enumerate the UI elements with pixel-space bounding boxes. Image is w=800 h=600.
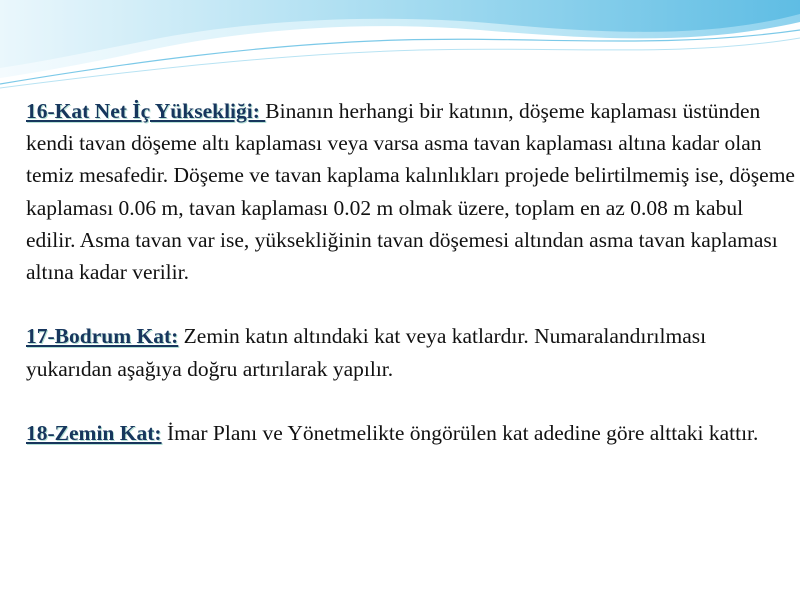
definition-text: Binanın herhangi bir katının, döşeme kaplaması üstünden kendi tavan döşeme altı kaplaması veya varsa asma tavan kaplaması altına kadar olan temiz mesafedir. Döşeme ve tavan kaplama kalınlıkları projede belirtilmemiş ise, döşeme kaplaması 0.06 m, tavan kaplaması 0.02 m olmak üzere, toplam en az 0.08 m kabul edilir. Asma tavan var ise, yüksekliğinin tavan döşemesi altından asma tavan kaplaması altına kadar verilir. xyxy=(26,99,795,285)
spacer xyxy=(26,288,796,320)
definition-text: İmar Planı ve Yönetmelikte öngörülen kat adedine göre alttaki kattır. xyxy=(161,421,759,445)
term-kat-net-ic-yuksekligi: 16-Kat Net İç Yüksekliği: xyxy=(26,99,266,123)
definition-text: Zemin katın altındaki kat veya katlardır. Numaralandırılması yukarıdan aşağıya doğru artırılarak yapılır. xyxy=(26,324,707,381)
spacer xyxy=(26,385,796,417)
definitions-list xyxy=(26,95,796,449)
header-wave-decoration xyxy=(0,0,800,90)
term-bodrum-kat: 17-Bodrum Kat: xyxy=(26,324,179,349)
definition-17 xyxy=(26,320,796,384)
definition-18 xyxy=(26,417,796,449)
definition-16 xyxy=(26,95,796,288)
term-zemin-kat: 18-Zemin Kat: xyxy=(26,421,162,445)
